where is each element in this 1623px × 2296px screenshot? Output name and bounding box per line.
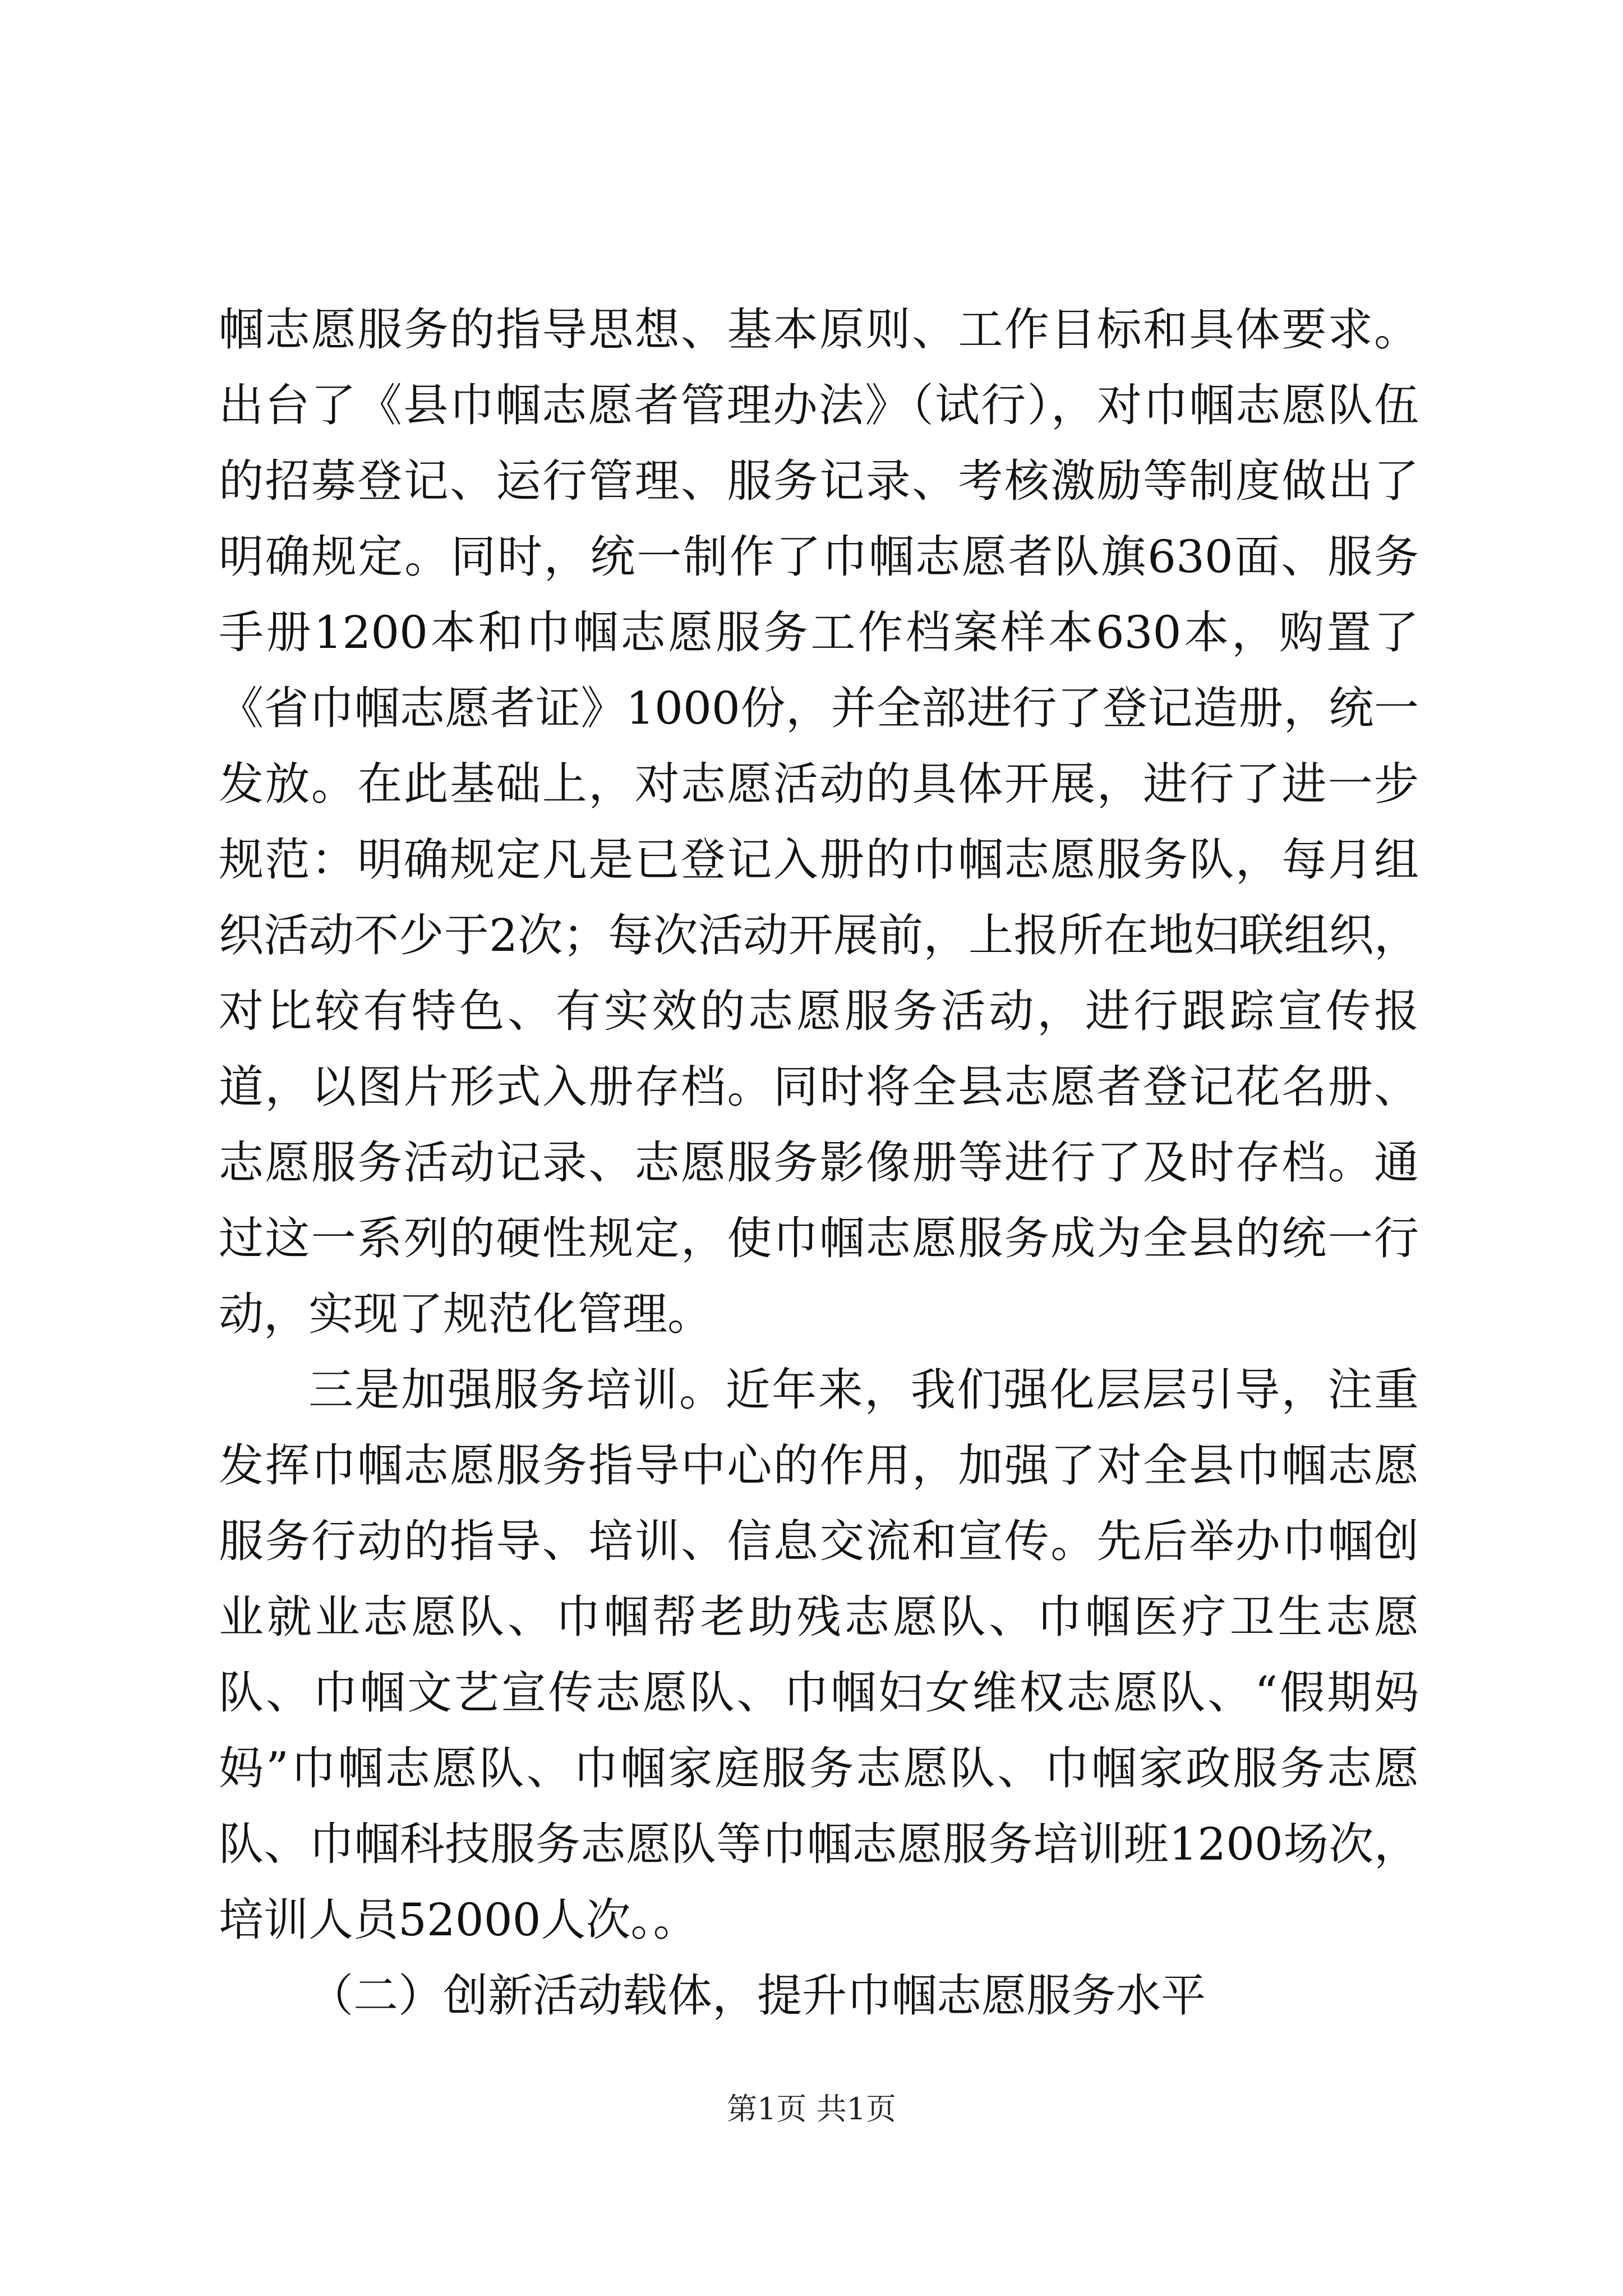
body-paragraph-2: 三是加强服务培训。近年来，我们强化层层引导，注重发挥巾帼志愿服务指导中心的作用，加强了对全县巾帼志愿服务行动的指导、培训、信息交流和宣传。先后举办巾帼创业就业志愿队、巾帼帮老助残志愿队、巾帼医疗卫生志愿队、巾帼文艺宣传志愿队、巾帼妇女维权志愿队、“假期妈妈”巾帼志愿队、巾帼家庭服务志愿队、巾帼家政服务志愿队、巾帼科技服务志愿队等巾帼志愿服务培训班1200场次，培训人员52000人次。。 bbox=[219, 1364, 1419, 1946]
page-footer: 第1页 共1页 bbox=[727, 2091, 896, 2127]
body-paragraph-1: 帼志愿服务的指导思想、基本原则、工作目标和具体要求。出台了《县巾帼志愿者管理办法》（试行），对巾帼志愿队伍的招募登记、运行管理、服务记录、考核激励等制度做出了明确规定。同时，统一制作了巾帼志愿者队旗630面、服务手册1200本和巾帼志愿服务工作档案样本630本，购置了《省巾帼志愿者证》1000份，并全部进行了登记造册，统一发放。在此基础上，对志愿活动的具体开展，进行了进一步规范：明确规定凡是已登记入册的巾帼志愿服务队，每月组织活动不少于2次；每次活动开展前，上报所在地妇联组织，对比较有特色、有实效的志愿服务活动，进行跟踪宣传报道，以图片形式入册存档。同时将全县志愿者登记花名册、志愿服务活动记录、志愿服务影像册等进行了及时存档。通过这一系列的硬性规定，使巾帼志愿服务成为全县的统一行动，实现了规范化管理。 bbox=[219, 303, 1419, 1340]
document-body bbox=[219, 292, 1419, 2033]
section-heading: （二）创新活动载体，提升巾帼志愿服务水平 bbox=[308, 1970, 1206, 2022]
